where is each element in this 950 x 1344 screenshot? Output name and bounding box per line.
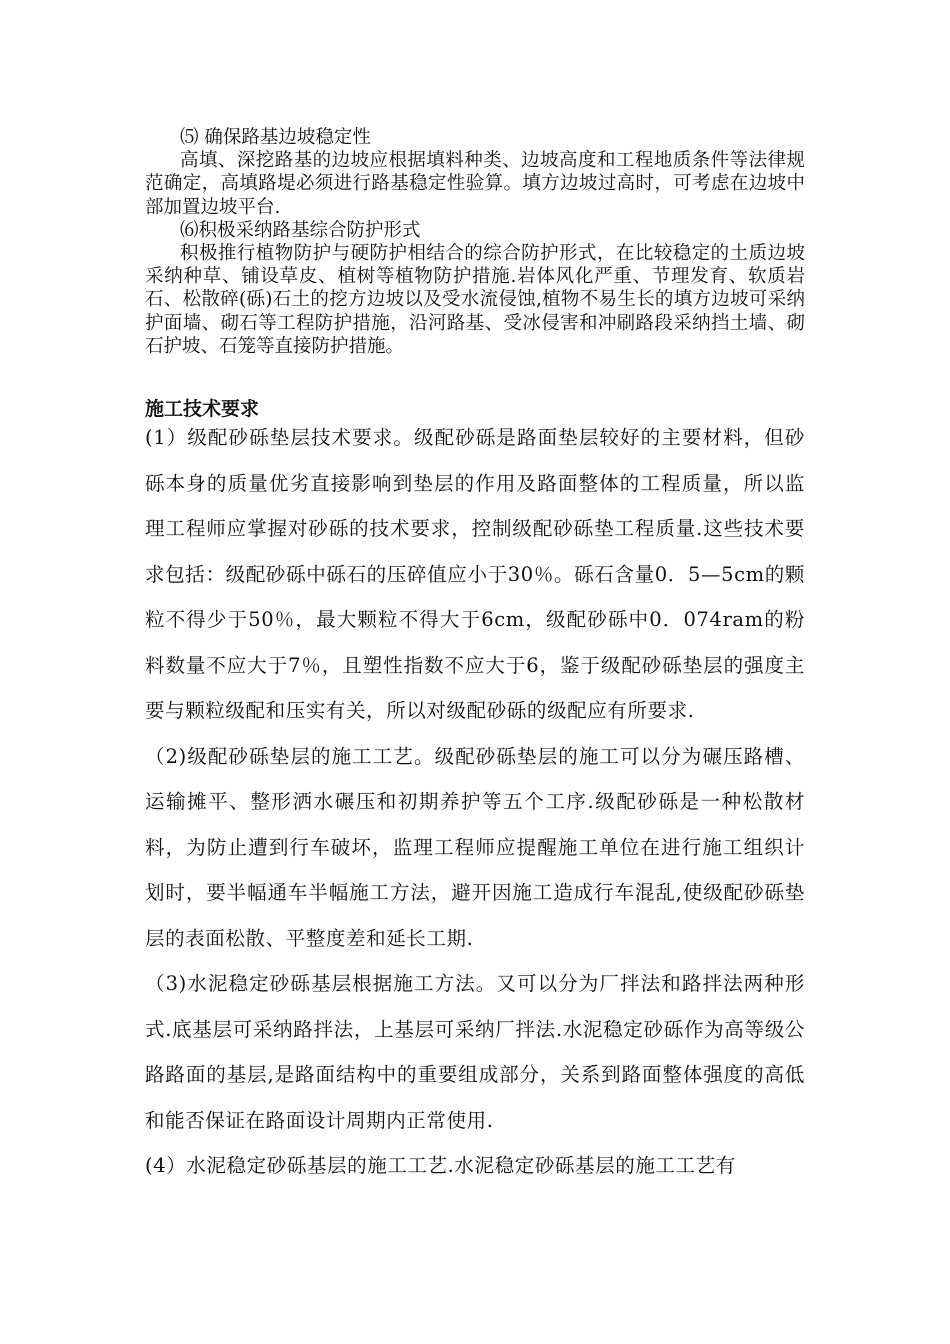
section-heading: 施工技术要求 <box>145 398 260 420</box>
paragraph-2: （2)级配砂砾垫层的施工工艺。级配砂砾垫层的施工可以分为碾压路槽、运输摊平、整形洒水碾压和初期养护等五个工序.级配砂砾是一种松散材料，为防止遭到行车破坏，监理工程师应提醒施工单位在进行施工组织计划时，要半幅通车半幅施工方法，避开因施工造成行车混乱,使级配砂砾垫层的表面松散、平整度差和延长工期. <box>145 744 805 950</box>
section-subgrade-measures <box>145 126 805 358</box>
paragraph-1: (1）级配砂砾垫层技术要求。级配砂砾是路面垫层较好的主要材料，但砂砾本身的质量优劣直接影响到垫层的作用及路面整体的工程质量，所以监理工程师应掌握对砂砾的技术要求，控制级配砂砾垫工程质量.这些技术要求包括：级配砂砾中砾石的压碎值应小于30％。砾石含量0．5—5cm的颗粒不得少于50％，最大颗粒不得大于6cm，级配砂砾中0．074ram的粉料数量不应大于7％，且塑性指数不应大于6，鉴于级配砂砾垫层的强度主要与颗粒级配和压实有关，所以对级配砂砾的级配应有所要求. <box>145 426 805 722</box>
subheading-6: ⑹积极采纳路基综合防护形式 <box>180 219 421 241</box>
paragraph-5: 高填、深挖路基的边坡应根据填料种类、边坡高度和工程地质条件等法律规范确定，高填路堤必须进行路基稳定性验算。填方边坡过高时，可考虑在边坡中部加置边坡平台. <box>145 150 805 218</box>
section-construction-requirements <box>145 415 805 1189</box>
paragraph-4: (4）水泥稳定砂砾基层的施工工艺.水泥稳定砂砾基层的施工工艺有 <box>145 1154 736 1177</box>
paragraph-6: 积极推行植物防护与硬防护相结合的综合防护形式，在比较稳定的土质边坡采纳种草、铺设草皮、植树等植物防护措施.岩体风化严重、节理发育、软质岩石、松散碎(砾)石土的挖方边坡以及受水流侵蚀,植物不易生长的填方边坡可采纳护面墙、砌石等工程防护措施，沿河路基、受冰侵害和冲刷路段采纳挡土墙、砌石护坡、石笼等直接防护措施。 <box>145 243 805 357</box>
paragraph-3: （3)水泥稳定砂砾基层根据施工方法。又可以分为厂拌法和路拌法两种形式.底基层可采纳路拌法，上基层可采纳厂拌法.水泥稳定砂砾作为高等级公路路面的基层,是路面结构中的重要组成部分，关系到路面整体强度的高低和能否保证在路面设计周期内正常使用. <box>145 972 805 1132</box>
subheading-5: ⑸ 确保路基边坡稳定性 <box>180 127 371 148</box>
